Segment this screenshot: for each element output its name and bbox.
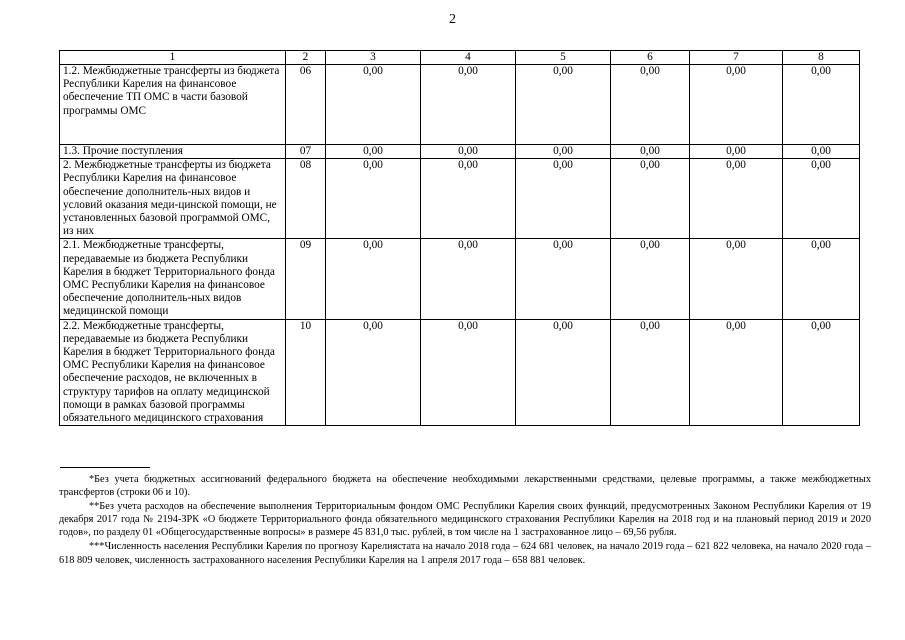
- row-code: 07: [286, 145, 326, 159]
- table-row: [60, 319, 860, 426]
- row-value: 0,00: [783, 319, 860, 426]
- header-col-2: 2: [286, 51, 326, 65]
- header-col-7: 7: [690, 51, 783, 65]
- row-value: 0,00: [421, 159, 516, 239]
- row-value: 0,00: [690, 145, 783, 159]
- row-value: 0,00: [611, 319, 690, 426]
- row-value: 0,00: [783, 159, 860, 239]
- footnote-3: ***Численность населения Республики Карелия по прогнозу Карелиястата на начало 2018 года – 624 681 человек, на начало 2019 года – 621 822 человека, на начало 2020 года – 618 809 человек, численность застрахованного населения Республики Карелия на 1 апреля 2017 года – 658 881 человек.: [59, 541, 871, 566]
- row-value: 0,00: [516, 319, 611, 426]
- row-value: 0,00: [611, 159, 690, 239]
- row-value: 0,00: [690, 65, 783, 145]
- row-value: 0,00: [516, 65, 611, 145]
- row-name: 2.1. Межбюджетные трансферты, передаваемые из бюджета Республики Карелия в бюджет Территориального фонда ОМС Республики Карелия на финансовое обеспечение дополнитель-ных видов медицинской помощи: [60, 239, 286, 319]
- table-row: [60, 145, 860, 159]
- footnote-1: *Без учета бюджетных ассигнований федерального бюджета на обеспечение необходимыми лекарственными средствами, целевые программы, а также межбюджетных трансфертов (строки 06 и 10).: [59, 474, 871, 499]
- footnotes: [59, 473, 871, 568]
- row-value: 0,00: [783, 145, 860, 159]
- row-value: 0,00: [783, 65, 860, 145]
- row-code: 06: [286, 65, 326, 145]
- header-col-3: 3: [326, 51, 421, 65]
- header-col-5: 5: [516, 51, 611, 65]
- header-col-8: 8: [783, 51, 860, 65]
- row-code: 10: [286, 319, 326, 426]
- row-name: 2. Межбюджетные трансферты из бюджета Республики Карелия на финансовое обеспечение дополнитель-ных видов и условий оказания меди-цинской помощи, не установленных базовой программой ОМС, из них: [60, 159, 286, 239]
- table-row: [60, 239, 860, 319]
- row-value: 0,00: [421, 65, 516, 145]
- page-number: 2: [449, 12, 456, 27]
- table-header-row: [60, 51, 860, 65]
- table-row: [60, 65, 860, 145]
- row-value: 0,00: [421, 239, 516, 319]
- row-code: 08: [286, 159, 326, 239]
- row-value: 0,00: [611, 239, 690, 319]
- row-value: 0,00: [326, 319, 421, 426]
- row-value: 0,00: [421, 145, 516, 159]
- row-value: 0,00: [611, 145, 690, 159]
- row-name: 1.2. Межбюджетные трансферты из бюджета Республики Карелия на финансовое обеспечение ТП ОМС в части базовой программы ОМС: [60, 65, 286, 145]
- header-col-1: 1: [60, 51, 286, 65]
- row-value: 0,00: [326, 159, 421, 239]
- row-value: 0,00: [611, 65, 690, 145]
- row-value: 0,00: [690, 239, 783, 319]
- row-name: 2.2. Межбюджетные трансферты, передаваемые из бюджета Республики Карелия в бюджет Территориального фонда ОМС Республики Карелия на финансовое обеспечение расходов, не включенных в структуру тарифов на оплату медицинской помощи в рамках базовой программы обязательного медицинского страхования: [60, 319, 286, 426]
- row-code: 09: [286, 239, 326, 319]
- table-row: [60, 159, 860, 239]
- row-value: 0,00: [516, 159, 611, 239]
- header-col-6: 6: [611, 51, 690, 65]
- row-value: 0,00: [326, 145, 421, 159]
- footnote-2: **Без учета расходов на обеспечение выполнения Территориальным фондом ОМС Республики Карелия своих функций, предусмотренных Законом Республики Карелия от 19 декабря 2017 года № 2194-ЗРК «О бюджете Территориального фонда обязательного медицинского страхования Республики Карелия на 2018 год и на плановый период 2019 и 2020 годов», по разделу 01 «Общегосударственные вопросы» в размере 45 831,0 тыс. рублей, в том числе на 1 застрахованное лицо – 69,56 рубля.: [59, 501, 871, 539]
- row-value: 0,00: [421, 319, 516, 426]
- footnote-divider: [60, 467, 150, 468]
- row-value: 0,00: [516, 239, 611, 319]
- row-name: 1.3. Прочие поступления: [60, 145, 286, 159]
- budget-table: [59, 50, 860, 426]
- row-value: 0,00: [783, 239, 860, 319]
- row-value: 0,00: [690, 319, 783, 426]
- row-value: 0,00: [690, 159, 783, 239]
- row-value: 0,00: [516, 145, 611, 159]
- row-value: 0,00: [326, 239, 421, 319]
- row-value: 0,00: [326, 65, 421, 145]
- header-col-4: 4: [421, 51, 516, 65]
